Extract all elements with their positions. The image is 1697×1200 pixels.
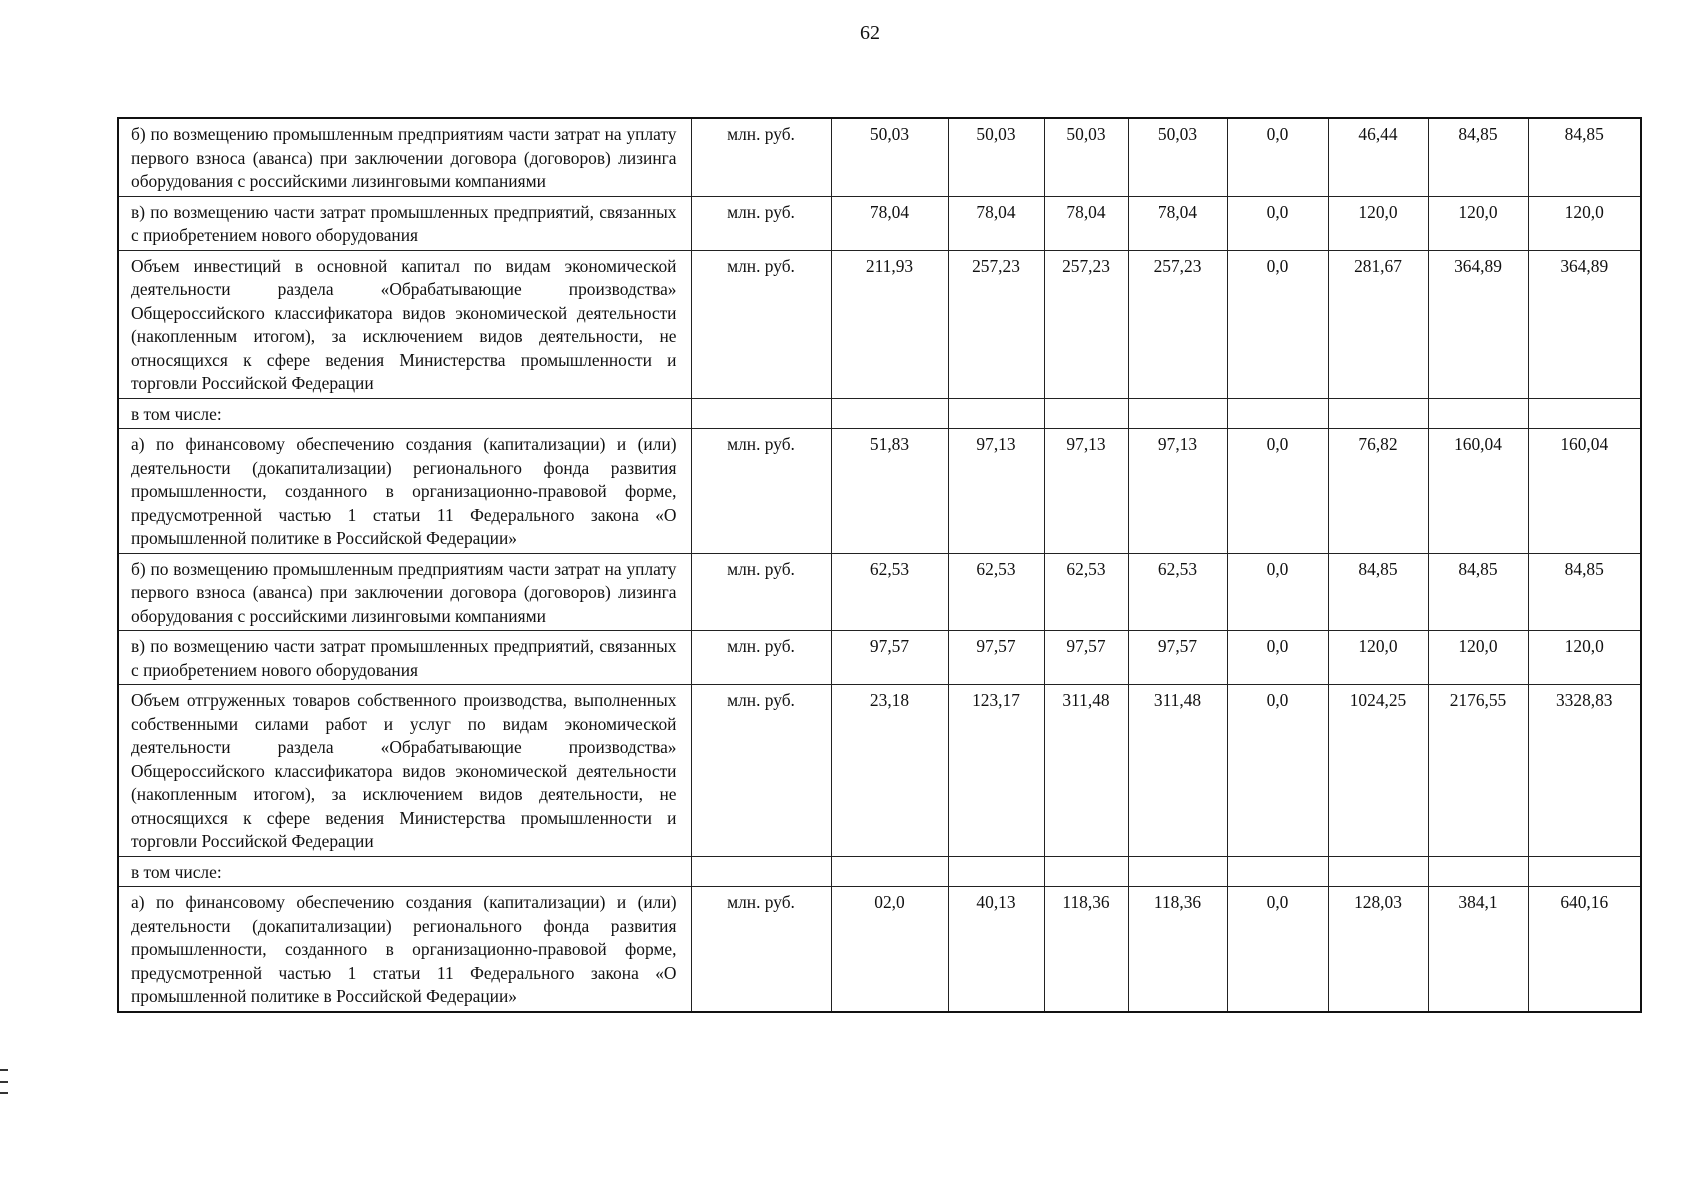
- value-cell: [948, 398, 1044, 429]
- value-cell: 0,0: [1227, 553, 1328, 631]
- value-cell: [1044, 856, 1128, 887]
- value-cell: 97,57: [1044, 631, 1128, 685]
- table-row: [118, 398, 1641, 429]
- value-cell: 84,85: [1528, 118, 1641, 196]
- unit-cell: млн. руб.: [691, 887, 831, 1012]
- value-cell: 62,53: [1128, 553, 1227, 631]
- value-cell: 257,23: [948, 250, 1044, 398]
- indicator-description: в том числе:: [118, 398, 691, 429]
- indicator-description: а) по финансовому обеспечению создания (капитализации) и (или) деятельности (докапитализации) регионального фонда развития промышленности, созданного в организационно-правовой форме, предусмотренной частью 1 статьи 11 Федерального закона «О промышленной политике в Российской Федерации»: [118, 887, 691, 1012]
- value-cell: 50,03: [948, 118, 1044, 196]
- value-cell: 97,57: [831, 631, 948, 685]
- value-cell: 311,48: [1128, 685, 1227, 857]
- value-cell: 120,0: [1428, 631, 1528, 685]
- value-cell: 311,48: [1044, 685, 1128, 857]
- unit-cell: [691, 398, 831, 429]
- value-cell: 50,03: [831, 118, 948, 196]
- value-cell: 118,36: [1044, 887, 1128, 1012]
- value-cell: 50,03: [1044, 118, 1128, 196]
- value-cell: 364,89: [1528, 250, 1641, 398]
- value-cell: 640,16: [1528, 887, 1641, 1012]
- value-cell: 120,0: [1328, 631, 1428, 685]
- value-cell: 46,44: [1328, 118, 1428, 196]
- value-cell: 0,0: [1227, 685, 1328, 857]
- value-cell: 97,13: [948, 429, 1044, 554]
- unit-cell: млн. руб.: [691, 553, 831, 631]
- value-cell: 84,85: [1528, 553, 1641, 631]
- value-cell: 0,0: [1227, 250, 1328, 398]
- value-cell: 2176,55: [1428, 685, 1528, 857]
- value-cell: 0,0: [1227, 631, 1328, 685]
- value-cell: 76,82: [1328, 429, 1428, 554]
- value-cell: 62,53: [831, 553, 948, 631]
- indicator-description: в) по возмещению части затрат промышленных предприятий, связанных с приобретением нового оборудования: [118, 196, 691, 250]
- value-cell: 78,04: [1044, 196, 1128, 250]
- value-cell: 23,18: [831, 685, 948, 857]
- table-row: [118, 429, 1641, 554]
- margin-mark: [0, 1081, 8, 1083]
- value-cell: 0,0: [1227, 196, 1328, 250]
- value-cell: 97,13: [1128, 429, 1227, 554]
- value-cell: 1024,25: [1328, 685, 1428, 857]
- value-cell: 0,0: [1227, 887, 1328, 1012]
- value-cell: 120,0: [1528, 196, 1641, 250]
- page-number: 62: [860, 22, 880, 44]
- value-cell: 50,03: [1128, 118, 1227, 196]
- table-row: [118, 196, 1641, 250]
- value-cell: 120,0: [1528, 631, 1641, 685]
- value-cell: 120,0: [1428, 196, 1528, 250]
- table-row: [118, 685, 1641, 857]
- unit-cell: млн. руб.: [691, 118, 831, 196]
- unit-cell: млн. руб.: [691, 429, 831, 554]
- table-row: [118, 887, 1641, 1012]
- unit-cell: млн. руб.: [691, 196, 831, 250]
- unit-cell: [691, 856, 831, 887]
- table-row: [118, 631, 1641, 685]
- value-cell: 0,0: [1227, 429, 1328, 554]
- indicator-description: б) по возмещению промышленным предприятиям части затрат на уплату первого взноса (аванса) при заключении договора (договоров) лизинга оборудования с российскими лизинговыми компаниями: [118, 118, 691, 196]
- indicators-table: [117, 117, 1642, 1013]
- value-cell: [1227, 398, 1328, 429]
- value-cell: [1227, 856, 1328, 887]
- table-row: [118, 553, 1641, 631]
- value-cell: 123,17: [948, 685, 1044, 857]
- value-cell: 257,23: [1128, 250, 1227, 398]
- margin-mark: [0, 1069, 8, 1071]
- table-row: [118, 250, 1641, 398]
- value-cell: 78,04: [948, 196, 1044, 250]
- unit-cell: млн. руб.: [691, 685, 831, 857]
- value-cell: 62,53: [1044, 553, 1128, 631]
- value-cell: 281,67: [1328, 250, 1428, 398]
- value-cell: 257,23: [1044, 250, 1128, 398]
- value-cell: 160,04: [1528, 429, 1641, 554]
- indicator-description: б) по возмещению промышленным предприятиям части затрат на уплату первого взноса (аванса) при заключении договора (договоров) лизинга оборудования с российскими лизинговыми компаниями: [118, 553, 691, 631]
- value-cell: [948, 856, 1044, 887]
- unit-cell: млн. руб.: [691, 250, 831, 398]
- value-cell: [831, 856, 948, 887]
- value-cell: 0,0: [1227, 118, 1328, 196]
- value-cell: [1044, 398, 1128, 429]
- value-cell: [1428, 856, 1528, 887]
- value-cell: [1328, 398, 1428, 429]
- value-cell: 128,03: [1328, 887, 1428, 1012]
- table-row: [118, 118, 1641, 196]
- value-cell: 211,93: [831, 250, 948, 398]
- value-cell: 02,0: [831, 887, 948, 1012]
- value-cell: 97,57: [1128, 631, 1227, 685]
- value-cell: 97,13: [1044, 429, 1128, 554]
- value-cell: 40,13: [948, 887, 1044, 1012]
- value-cell: 78,04: [831, 196, 948, 250]
- value-cell: 78,04: [1128, 196, 1227, 250]
- value-cell: [1528, 856, 1641, 887]
- value-cell: [1528, 398, 1641, 429]
- table-row: [118, 856, 1641, 887]
- value-cell: 364,89: [1428, 250, 1528, 398]
- indicator-description: в) по возмещению части затрат промышленных предприятий, связанных с приобретением нового оборудования: [118, 631, 691, 685]
- value-cell: [1128, 856, 1227, 887]
- value-cell: 84,85: [1428, 553, 1528, 631]
- margin-mark: [0, 1092, 8, 1094]
- value-cell: [1328, 856, 1428, 887]
- indicator-description: Объем инвестиций в основной капитал по видам экономической деятельности раздела «Обрабатывающие производства» Общероссийского классификатора видов экономической деятельности (накопленным итогом), за исключением видов деятельности, не относящихся к сфере ведения Министерства промышленности и торговли Российской Федерации: [118, 250, 691, 398]
- value-cell: 84,85: [1428, 118, 1528, 196]
- value-cell: 120,0: [1328, 196, 1428, 250]
- value-cell: 51,83: [831, 429, 948, 554]
- value-cell: [1128, 398, 1227, 429]
- value-cell: [831, 398, 948, 429]
- value-cell: 62,53: [948, 553, 1044, 631]
- value-cell: [1428, 398, 1528, 429]
- indicator-description: в том числе:: [118, 856, 691, 887]
- indicator-description: Объем отгруженных товаров собственного производства, выполненных собственными силами работ и услуг по видам экономической деятельности раздела «Обрабатывающие производства» Общероссийского классификатора видов экономической деятельности (накопленным итогом), за исключением видов деятельности, не относящихся к сфере ведения Министерства промышленности и торговли Российской Федерации: [118, 685, 691, 857]
- value-cell: 97,57: [948, 631, 1044, 685]
- value-cell: 3328,83: [1528, 685, 1641, 857]
- value-cell: 84,85: [1328, 553, 1428, 631]
- indicator-description: а) по финансовому обеспечению создания (капитализации) и (или) деятельности (докапитализации) регионального фонда развития промышленности, созданного в организационно-правовой форме, предусмотренной частью 1 статьи 11 Федерального закона «О промышленной политике в Российской Федерации»: [118, 429, 691, 554]
- value-cell: 160,04: [1428, 429, 1528, 554]
- table-body: [118, 118, 1641, 1012]
- value-cell: 118,36: [1128, 887, 1227, 1012]
- unit-cell: млн. руб.: [691, 631, 831, 685]
- value-cell: 384,1: [1428, 887, 1528, 1012]
